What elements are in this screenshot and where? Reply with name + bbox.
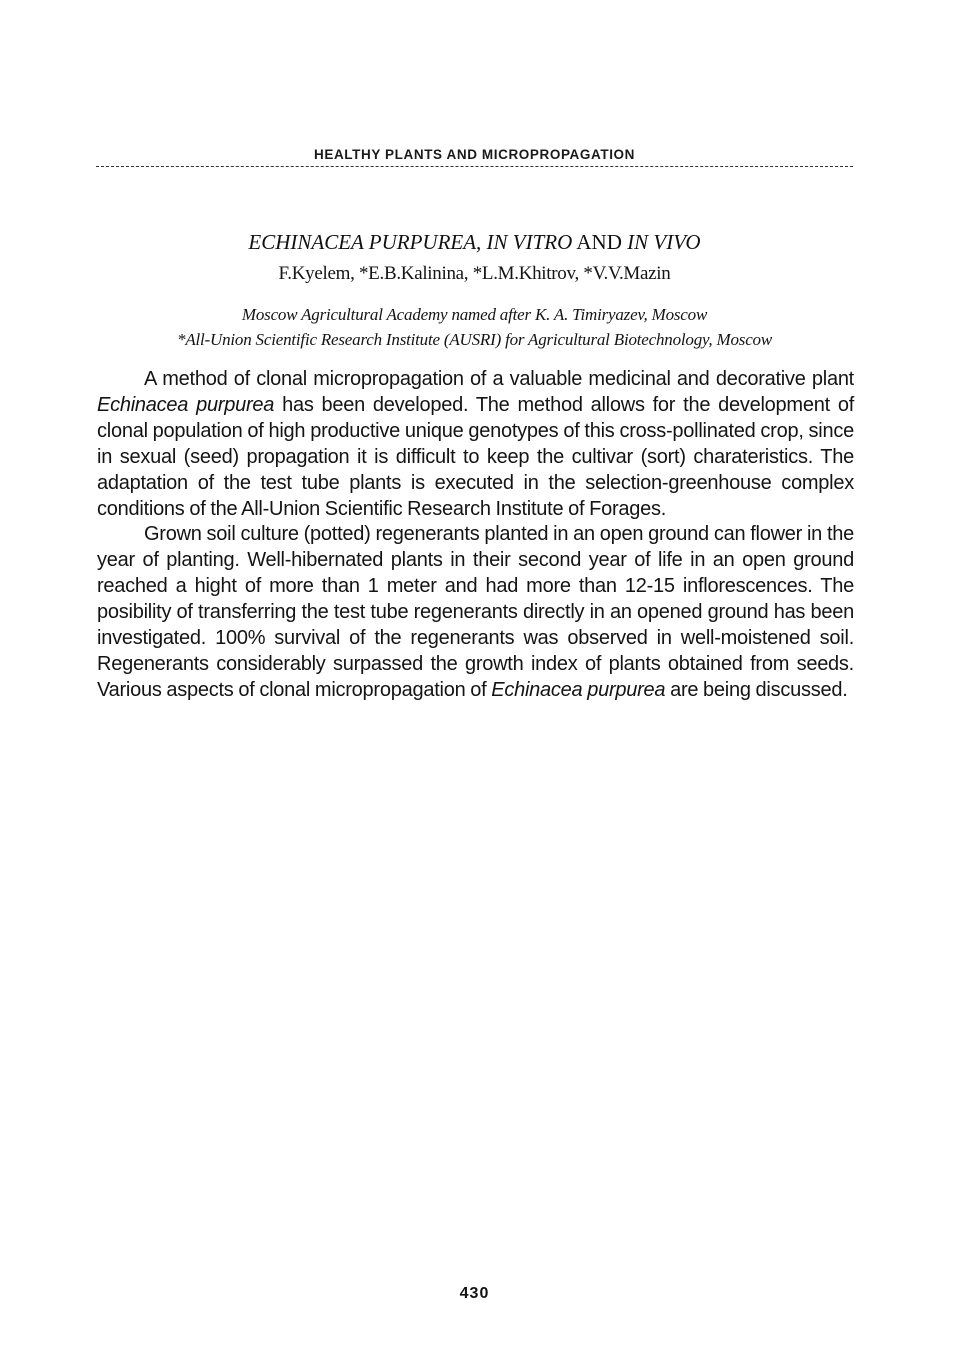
title-species: ECHINACEA PURPUREA, IN VITRO <box>248 230 573 254</box>
paragraph-2-species: Echinacea purpurea <box>491 678 666 701</box>
title-conjunction: AND <box>572 230 628 254</box>
paragraph-1 <box>97 367 854 522</box>
paragraph-2 <box>97 522 854 703</box>
running-head: HEALTHY PLANTS AND MICROPROPAGATION <box>314 147 635 162</box>
paragraph-1-text-b: has been developed. The method allows for the development of clonal population of high productive unique genotypes of this cross-pollinated crop, since in sexual (seed) propagation it is difficult to keep the cultivar (sort) charateristics. The adaptation of the test tube plants is executed in the selection-greenhouse complex conditions of the All-Union Scientific Research Institute of Forages. <box>97 393 854 520</box>
paragraph-1-text-a: A method of clonal micropropagation of a valuable medicinal and decorative plant <box>144 368 854 390</box>
paragraph-1-species: Echinacea purpurea <box>97 393 275 416</box>
paragraph-2-text-a: Grown soil culture (potted) regenerants planted in an open ground can flower in the year of planting. Well-hibernated plants in their second year of life in an open ground reached a hight of more than 1 meter and had more than 12-15 inflorescences. The posibility of transferring the test tube regenerants directly in an opened ground has been investigated. 100% survival of the regenerants was observed in well-moistened soil. Regenerants considerably surpassed the growth index of plants obtained from seeds. Various aspects of clonal micropropagation of <box>97 523 854 701</box>
page-number: 430 <box>459 1285 490 1302</box>
title-in-vivo: IN VIVO <box>627 230 701 254</box>
affiliation-2: *All-Union Scientific Research Institute (AUSRI) for Agricultural Biotechnology, Moscow <box>177 330 772 349</box>
author-list: F.Kyelem, *E.B.Kalinina, *L.M.Khitrov, *V.V.Mazin <box>278 263 671 284</box>
article-title <box>96 229 853 255</box>
abstract-body <box>97 367 854 704</box>
affiliation-1: Moscow Agricultural Academy named after K. A. Timiryazev, Moscow <box>241 305 708 324</box>
header-rule <box>96 166 853 167</box>
paragraph-2-text-b: are being discussed. <box>665 678 848 701</box>
